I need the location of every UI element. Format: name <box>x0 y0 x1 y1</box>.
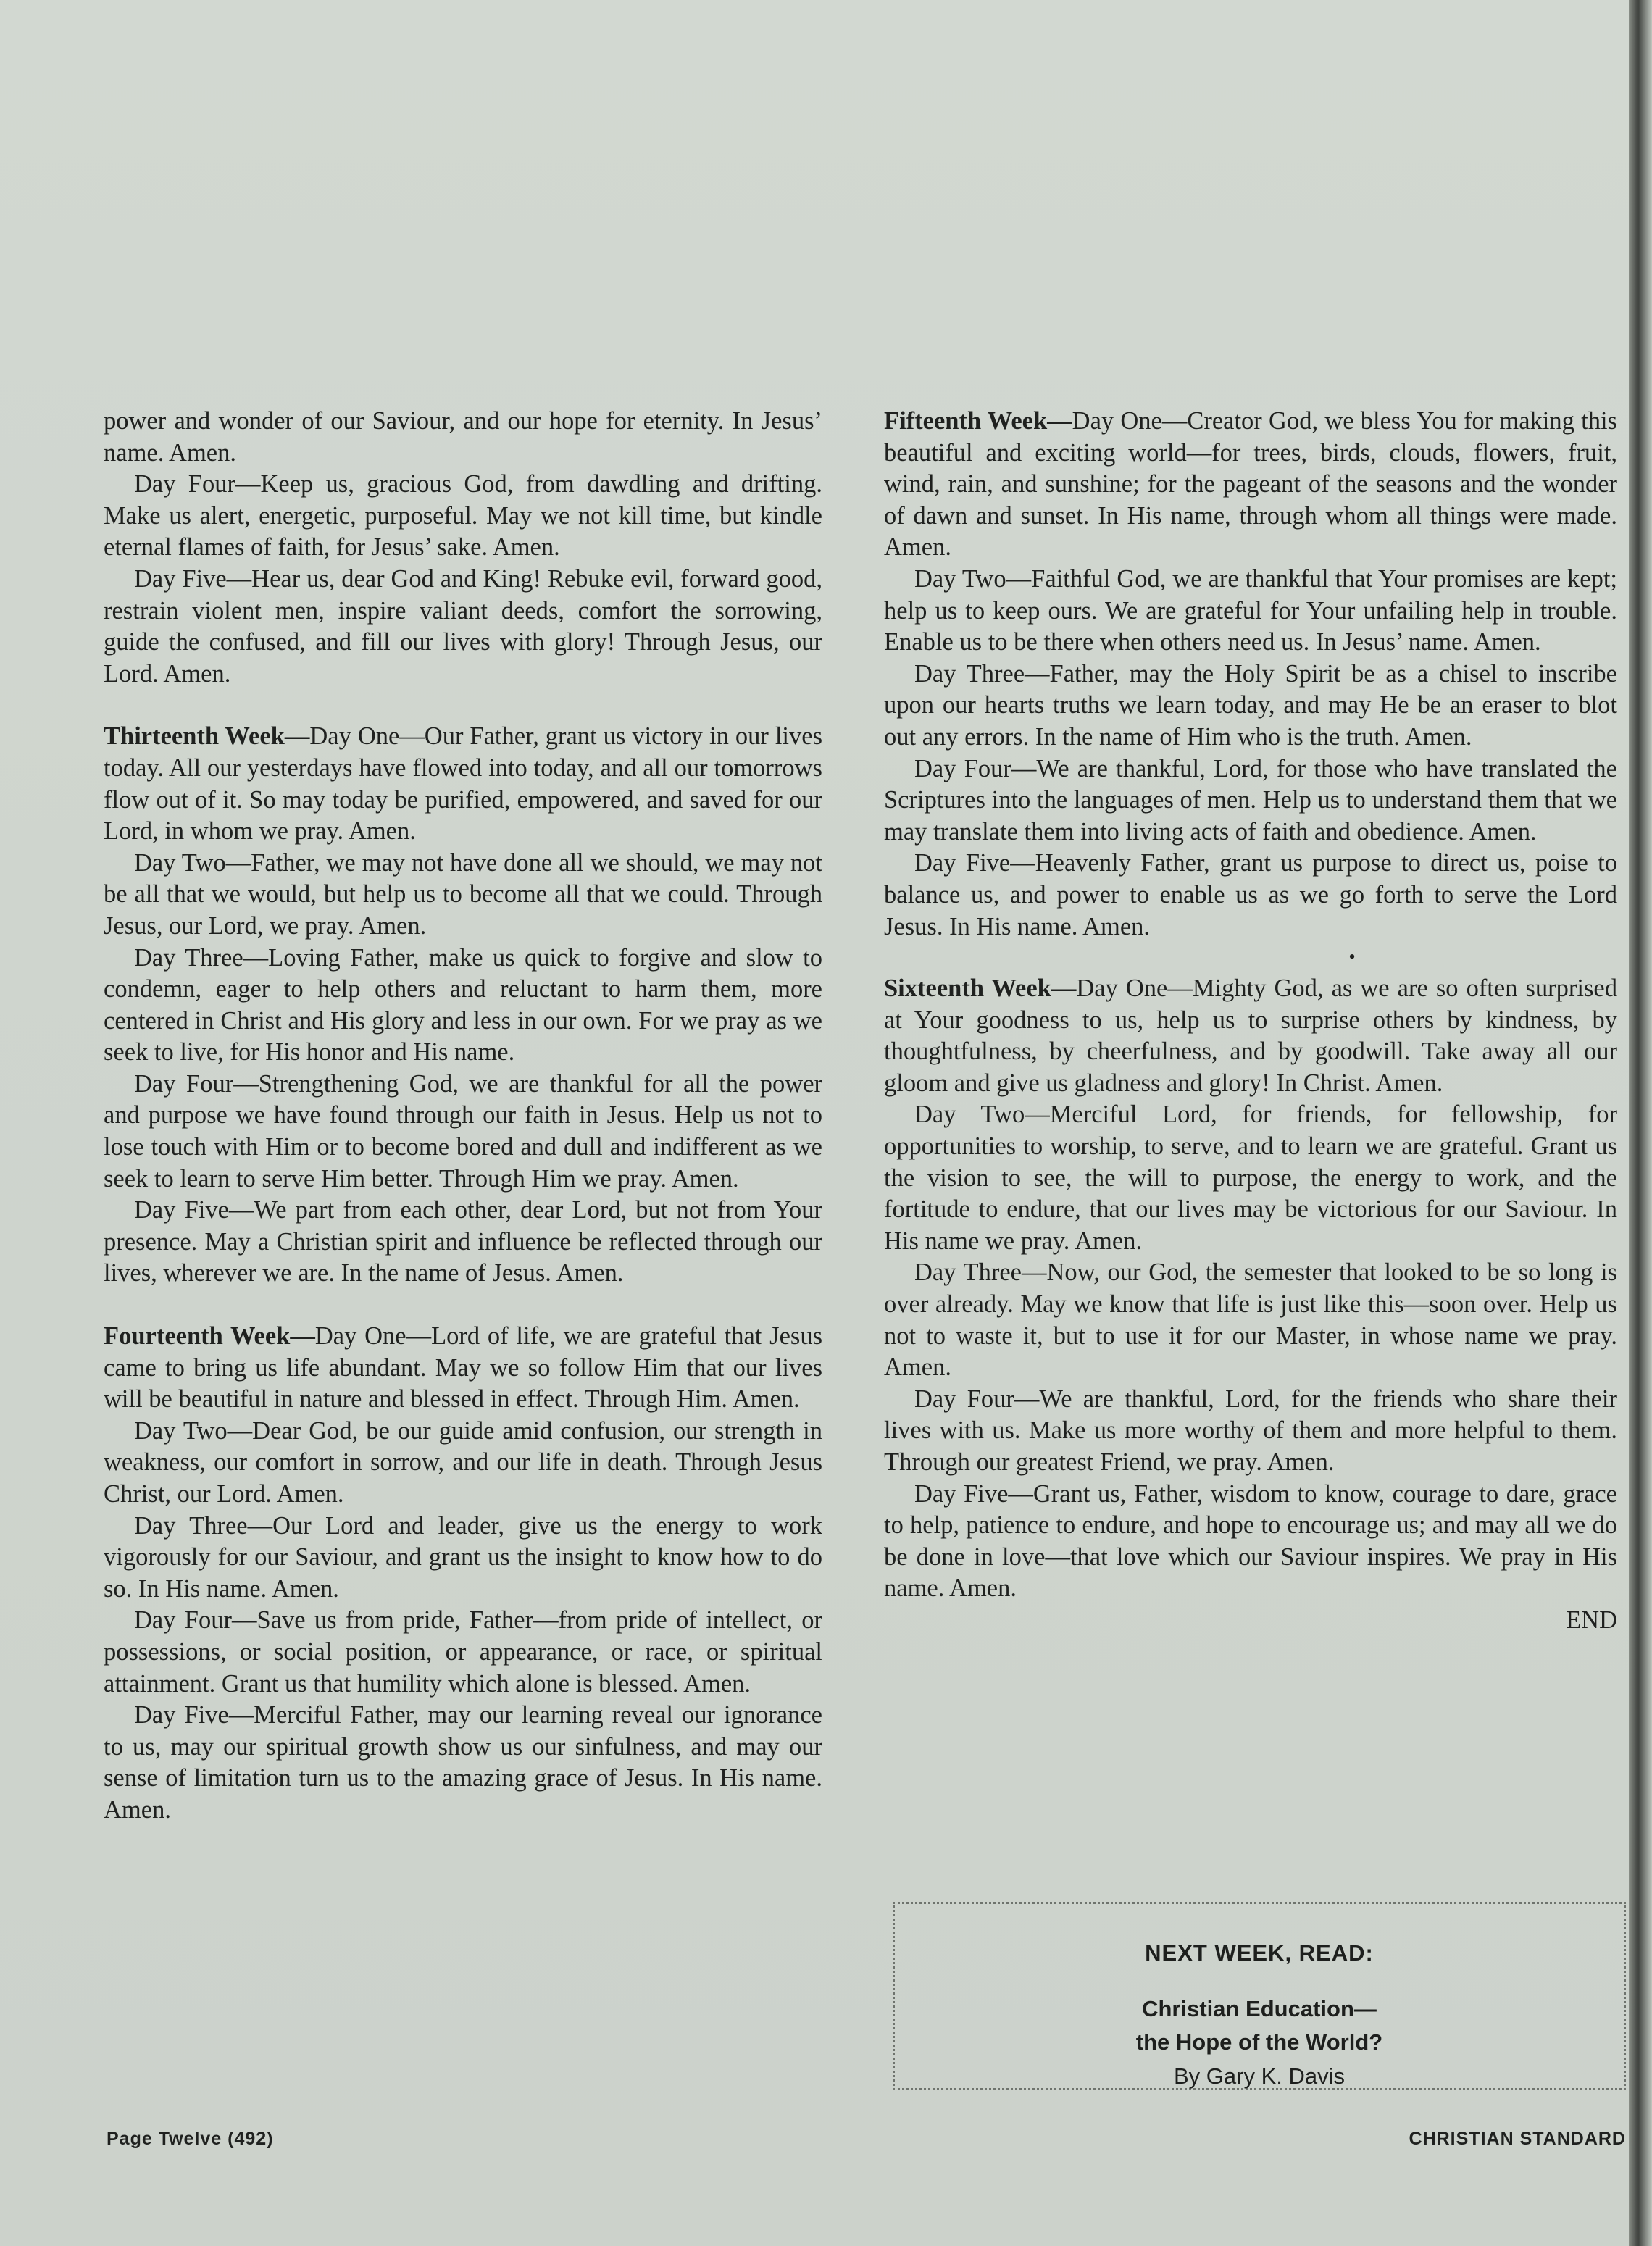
prayer-day-five: Day Five—Hear us, dear God and King! Rebuke evil, forward good, restrain violent men, inspire valiant deeds, comfort the sorrowing, guide the confused, and fill our lives with glory! Through Jesus, our Lord. Amen. <box>104 564 822 688</box>
thirteenth-week-day-three: Day Three—Loving Father, make us quick to forgive and slow to condemn, eager to help others and reluctant to harm them, more centered in Christ and His glory and less in our own. For we pray as we seek to live, for His honor and His name. <box>104 943 822 1066</box>
sixteenth-week-day-three: Day Three—Now, our God, the semester that looked to be so long is over already. May we know that life is just like this—soon over. Help us not to waste it, but to use it for our Master, in whose name we pray. Amen. <box>884 1258 1617 1382</box>
fourteenth-week-day-one <box>104 1321 822 1416</box>
next-week-title-line-1: Christian Education— <box>1142 1996 1377 2021</box>
week-heading: Fourteenth Week— <box>104 1322 315 1350</box>
sixteenth-week-day-four: Day Four—We are thankful, Lord, for the friends who share their lives with us. Make us more worthy of them and more helpful to them. Through our greatest Friend, we pray. Amen. <box>884 1385 1617 1476</box>
section-bullet: • <box>1348 946 1356 968</box>
next-week-box <box>893 1902 1626 2090</box>
fifteenth-week-day-five: Day Five—Heavenly Father, grant us purpose to direct us, poise to balance us, and power to enable us as we go forth to serve the Lord Jesus. In His name. Amen. <box>884 849 1617 940</box>
thirteenth-week-day-five: Day Five—We part from each other, dear Lord, but not from Your presence. May a Christian spirit and influence be reflected through our lives, wherever we are. In the name of Jesus. Amen. <box>104 1196 822 1287</box>
next-week-label: NEXT WEEK, READ: <box>1145 1940 1374 1966</box>
prayer-text: Day One—Mighty God, as we are so often surprised at Your goodness to us, help us to surprise others by kindness, by thoughtfulness, by cheerfulness, and by goodwill. Take away all our gloom and give us gladness and glory! In Christ. Amen. <box>884 974 1617 1097</box>
right-column <box>884 406 1617 1637</box>
thirteenth-week-day-one <box>104 721 822 847</box>
next-week-author: By Gary K. Davis <box>1174 2063 1345 2089</box>
publication-name: CHRISTIAN STANDARD <box>1409 2129 1626 2149</box>
fourteenth-week-day-three: Day Three—Our Lord and leader, give us the energy to work vigorously for our Saviour, and grant us the insight to know how to do so. In His name. Amen. <box>104 1511 822 1603</box>
next-week-title <box>895 1992 1624 2059</box>
sixteenth-week-day-two: Day Two—Merciful Lord, for friends, for fellowship, for opportunities to worship, to serve, and to learn we are grateful. Grant us the vision to see, the will to purpose, the energy to work, and the fortitude to endure, that our lives may be victorious for our Saviour. In His name we pray. Amen. <box>884 1101 1617 1255</box>
fifteenth-week-day-two: Day Two—Faithful God, we are thankful that Your promises are kept; help us to keep ours. We are grateful for Your unfailing help in trouble. Enable us to be there when others need us. In Jesus’ name. Amen. <box>884 564 1617 656</box>
fourteenth-week-day-two: Day Two—Dear God, be our guide amid confusion, our strength in weakness, our comfort in sorrow, and our life in death. Through Jesus Christ, our Lord. Amen. <box>104 1416 822 1508</box>
fourteenth-week-day-four: Day Four—Save us from pride, Father—from pride of intellect, or possessions, or social position, or appearance, or race, or spiritual attainment. Grant us that humility which alone is blessed. Amen. <box>104 1606 822 1698</box>
prayer-text: Day One—Our Father, grant us victory in our lives today. All our yesterdays have flowed into today, and all our tomorrows flow out of it. So may today be purified, empowered, and saved for our Lord, in whom we pray. Amen. <box>104 722 822 846</box>
prayer-day-four: Day Four—Keep us, gracious God, from dawdling and drifting. Make us alert, energetic, purposeful. May we not kill time, but kindle eternal flames of faith, for Jesus’ sake. Amen. <box>104 470 822 562</box>
prayer-text: Day One—Lord of life, we are grateful that Jesus came to bring us life abundant. May we so follow Him that our lives will be beautiful in nature and blessed in effect. Through Him. Amen. <box>104 1322 822 1414</box>
fifteenth-week-day-four: Day Four—We are thankful, Lord, for those who have translated the Scriptures into the languages of men. Help us to understand them that we may translate them into living acts of faith and obedience. Amen. <box>884 754 1617 846</box>
sixteenth-week-day-one <box>884 973 1617 1099</box>
fourteenth-week-day-five: Day Five—Merciful Father, may our learning reveal our ignorance to us, may our spiritual growth show us our sinfulness, and may our sense of limitation turn us to the amazing grace of Jesus. In His name. Amen. <box>104 1701 822 1824</box>
fifteenth-week-day-one <box>884 406 1617 564</box>
sixteenth-week-day-five: Day Five—Grant us, Father, wisdom to know, courage to dare, grace to help, patience to endure, and hope to encourage us; and may all we do be done in love—that love which our Saviour inspires. We pray in His name. Amen. <box>884 1479 1617 1603</box>
page-number: Page Twelve (492) <box>107 2129 274 2149</box>
week-heading: Sixteenth Week— <box>884 974 1077 1003</box>
prayer-text: Day One—Creator God, we bless You for making this beautiful and exciting world—for trees, birds, clouds, flowers, fruit, wind, rain, and sunshine; for the pageant of the seasons and the wonder of dawn and sunset. In His name, through whom all things were made. Amen. <box>884 407 1617 562</box>
week-heading: Thirteenth Week— <box>104 722 310 751</box>
thirteenth-week-day-two: Day Two—Father, we may not have done all we should, we may not be all that we would, but help us to become all that we could. Through Jesus, our Lord, we pray. Amen. <box>104 848 822 940</box>
end-marker: END <box>1566 1606 1617 1634</box>
fifteenth-week-day-three: Day Three—Father, may the Holy Spirit be as a chisel to inscribe upon our hearts truths we learn today, and may He be an eraser to blot out any errors. In the name of Him who is the truth. Amen. <box>884 659 1617 751</box>
continued-paragraph: power and wonder of our Saviour, and our hope for eternity. In Jesus’ name. Amen. <box>104 407 822 467</box>
week-heading: Fifteenth Week— <box>884 407 1072 435</box>
thirteenth-week-day-four: Day Four—Strengthening God, we are thankful for all the power and purpose we have found through our faith in Jesus. Help us not to lose touch with Him or to become bored and dull and indifferent as we seek to learn to serve Him better. Through Him we pray. Amen. <box>104 1069 822 1193</box>
next-week-title-line-2: the Hope of the World? <box>1135 2029 1383 2055</box>
left-column <box>104 406 822 1827</box>
page-edge-shadow <box>1629 0 1652 2246</box>
